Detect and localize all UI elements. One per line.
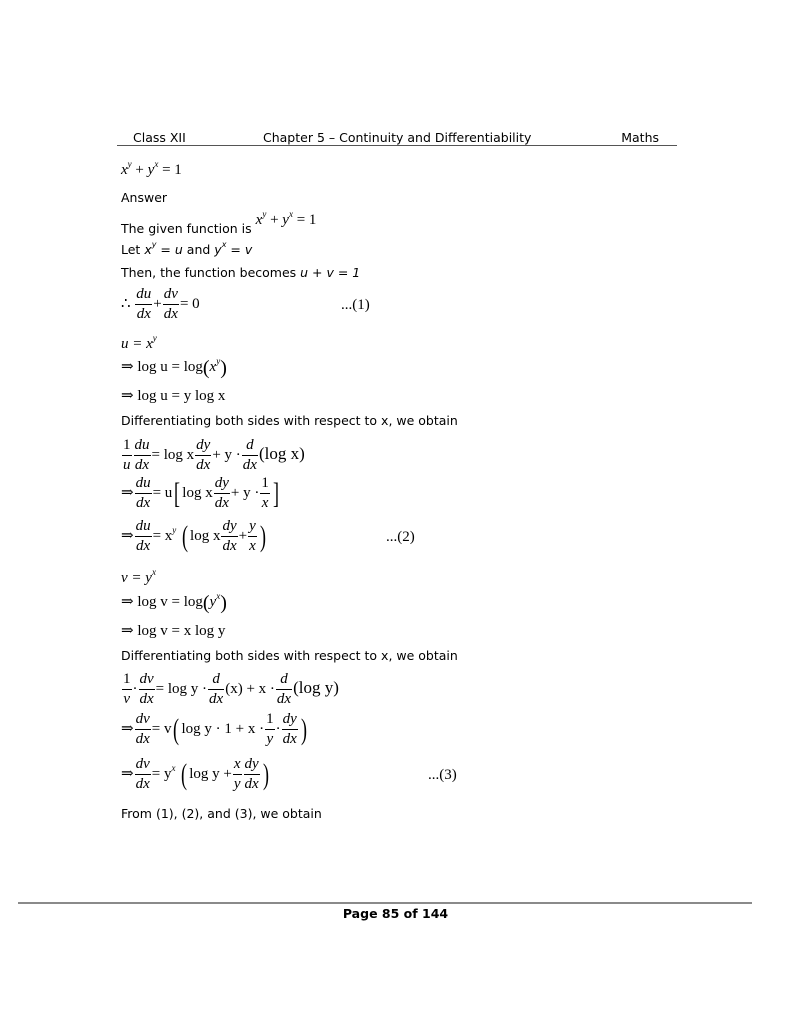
header-divider <box>117 145 677 146</box>
differentiating-text-2: Differentiating both sides with respect to x, we obtain <box>121 648 458 663</box>
u-log-step-1: ⇒ $\log u = \log(x^y)$ <box>121 356 227 379</box>
u-derivative-step-3: ⇒ $\frac{du}{dx}$ = $x^y$ ( log x $\frac{dy}{dx}$ + $\frac{y}{x}$ ) <box>121 518 266 554</box>
v-log-step-2: ⇒ log v = x log y <box>121 623 226 639</box>
u-definition: $u = x^y$ <box>121 333 157 352</box>
chapter-title: Chapter 5 – Continuity and Differentiability <box>263 130 532 145</box>
differentiating-text-1: Differentiating both sides with respect to x, we obtain <box>121 413 458 428</box>
v-log-step-1: ⇒ $\log v = \log(y^x)$ <box>121 591 227 614</box>
equation-2-tag: ...(2) <box>386 529 415 545</box>
equation-1-tag: ...(1) <box>341 297 370 313</box>
from-equations-text: From (1), (2), and (3), we obtain <box>121 806 322 821</box>
u-log-step-2: ⇒ log u = y log x <box>121 388 226 404</box>
function-becomes-line: Then, the function becomes u + v = 1 <box>121 265 361 280</box>
page-header <box>117 130 677 146</box>
given-function-line: $_{The given function is}$ $x^y + y^x = 1$ <box>121 209 317 236</box>
v-derivative-step-1: $\frac{1}{v}$ · $\frac{dv}{dx}$ = log y · $\frac{d}{dx}$ (x) + x · $\frac{d}{dx}$ (log y) <box>123 671 339 707</box>
page-number: Page 85 of 144 <box>342 906 449 921</box>
subject-label: Maths <box>621 130 659 145</box>
class-label: Class XII <box>133 130 186 145</box>
footer-divider <box>18 902 752 904</box>
u-derivative-step-1: $\frac{1}{u}$ $\frac{du}{dx}$ = log x $\frac{dy}{dx}$ + y · $\frac{d}{dx}$ (log x) <box>123 437 305 473</box>
u-derivative-step-2: ⇒ $\frac{du}{dx}$ = u[ log x $\frac{dy}{dx}$ + y · $\frac{1}{x}$ ] <box>121 475 279 511</box>
v-definition: $v = y^x$ <box>121 567 156 586</box>
equation-1: ∴ $\frac{du}{dx}$ + $\frac{dv}{dx}$ = 0 <box>121 286 200 322</box>
equation-3-tag: ...(3) <box>428 767 457 783</box>
answer-label: Answer <box>121 190 168 205</box>
v-derivative-step-3: ⇒ $\frac{dv}{dx}$ = $y^x$ ( log y + $\frac{x}{y}$ $\frac{dy}{dx}$ ) <box>121 756 269 792</box>
let-substitution-line: Let $x^y = u$ and $y^x = v$ <box>121 240 253 257</box>
question-equation: $x^y + y^x = 1$ <box>121 159 182 178</box>
v-derivative-step-2: ⇒ $\frac{dv}{dx}$ = v( log y · 1 + x · $\frac{1}{y}$ · $\frac{dy}{dx}$ ) <box>121 711 307 747</box>
